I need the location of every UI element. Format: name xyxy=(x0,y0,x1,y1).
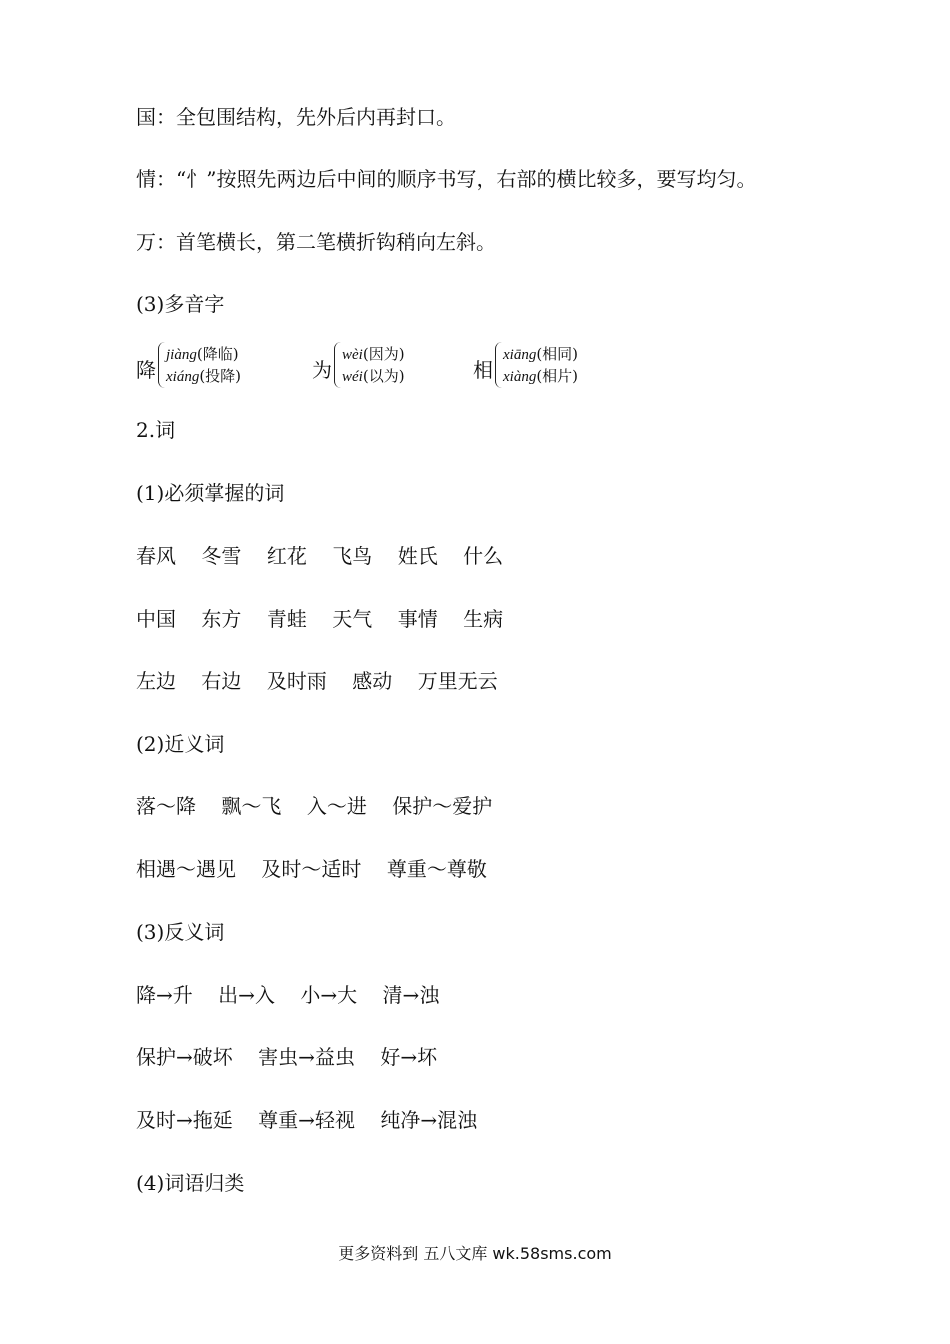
poly-reading: xiāng(相同) xyxy=(503,345,579,363)
synonyms-heading: (2)近义词 xyxy=(136,732,225,756)
brace xyxy=(495,342,502,388)
poly-reading: wèi(因为) xyxy=(342,345,405,363)
brace xyxy=(334,342,341,388)
footer-watermark: 更多资料到 五八文库 wk.58sms.com xyxy=(338,1244,612,1263)
poly-char: 为 xyxy=(312,358,332,382)
antonyms-row: 及时→拖延 尊重→轻视 纯净→混浊 xyxy=(136,1108,478,1132)
antonyms-heading: (3)反义词 xyxy=(136,920,225,944)
poly-reading: jiàng(降临) xyxy=(166,345,239,363)
must-words-row: 左边 右边 及时雨 感动 万里无云 xyxy=(136,669,498,693)
poly-reading: xiàng(相片) xyxy=(503,367,579,385)
antonyms-row: 降→升 出→入 小→大 清→浊 xyxy=(136,983,440,1007)
synonyms-row: 落～降 飘～飞 入～进 保护～爱护 xyxy=(136,794,493,818)
antonyms-row: 保护→破坏 害虫→益虫 好→坏 xyxy=(136,1045,438,1069)
stroke-note-qing: 情：“忄”按照先两边后中间的顺序书写，右部的横比较多，要写均匀。 xyxy=(136,167,757,191)
synonyms-row: 相遇～遇见 及时～适时 尊重～尊敬 xyxy=(136,857,487,881)
stroke-note-wan: 万：首笔横长，第二笔横折钩稍向左斜。 xyxy=(136,230,496,254)
must-words-row: 中国 东方 青蛙 天气 事情 生病 xyxy=(136,607,504,631)
brace xyxy=(158,342,165,388)
poly-reading: xiáng(投降) xyxy=(166,367,242,385)
polyphonic-heading: (3)多音字 xyxy=(136,292,225,316)
stroke-note-guo: 国：全包围结构，先外后内再封口。 xyxy=(136,105,456,129)
must-words-row: 春风 冬雪 红花 飞鸟 姓氏 什么 xyxy=(136,544,504,568)
poly-char: 相 xyxy=(473,358,493,382)
must-words-heading: (1)必须掌握的词 xyxy=(136,481,285,505)
ci-heading: 2.词 xyxy=(136,418,176,442)
poly-reading: wéi(以为) xyxy=(342,367,405,385)
poly-char: 降 xyxy=(136,358,156,382)
classify-heading: (4)词语归类 xyxy=(136,1171,245,1195)
